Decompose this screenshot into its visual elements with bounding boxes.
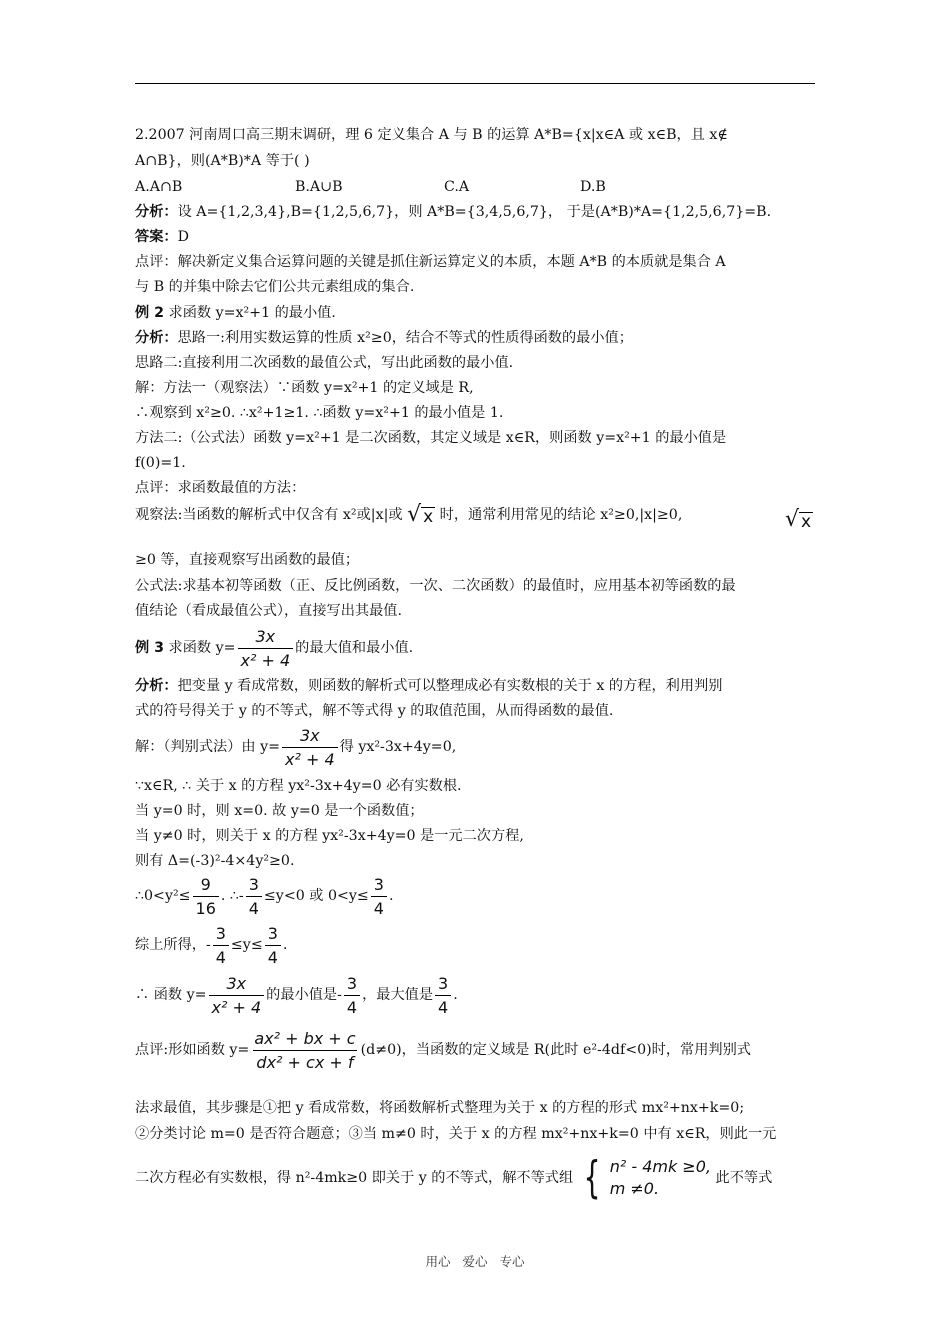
sqrt-x-formula: √ x [407, 502, 434, 527]
option-d: D.B [580, 179, 606, 195]
solution-3-line-4: 当 y≠0 时，则关于 x 的方程 yx²-3x+4y=0 是一元二次方程, [135, 828, 524, 844]
answer-label: 答案： [135, 229, 178, 245]
analysis-2-line-2: 思路二:直接利用二次函数的最值公式，写出此函数的最小值. [135, 355, 514, 371]
fraction-3-over-4: $\frac{3}{4}$ [435, 974, 451, 1017]
example-2-title [135, 303, 336, 323]
fraction-3-over-4: $\frac{3}{4}$ [371, 875, 387, 918]
comment-3-line-1: 点评:形如函数 y= $\frac{\text{ax² + bx + c}}{\text{dx² + cx + f}}$ (d≠0)，当函数的定义域是 R(此时 e²-4df<0)时，常用判别式 [135, 1028, 751, 1072]
inequality-system: { n² - 4mk ≥0, m ≠0. [583, 1152, 711, 1203]
analysis-2 [135, 328, 633, 348]
analysis-label: 分析： [135, 204, 178, 220]
solution-3-line-5: 则有 Δ=(-3)²-4×4y²≥0. [135, 853, 295, 869]
analysis-label: 分析： [135, 678, 178, 694]
solution-2-line-3: 方法二:（公式法）函数 y=x²+1 是二次函数，其定义域是 x∈R，则函数 y=x²+1 的最小值是 [135, 430, 727, 446]
fraction-3x-over-x2-plus-4: $\frac{3x}{\text{x² + 4}}$ [209, 974, 265, 1017]
solution-3-line-2: ∵x∈R, ∴ 关于 x 的方程 yx²-3x+4y=0 必有实数根. [135, 778, 462, 794]
solution-3-line-3: 当 y=0 时，则 x=0. 故 y=0 是一个函数值； [135, 803, 424, 819]
answer-value: D [177, 229, 189, 245]
example-3-label: 例 3 [135, 640, 164, 656]
solution-3-conclusion: ∴ 函数 y= $\frac{3x}{\text{x² + 4}}$ 的最小值是- $\frac{3}{4}$ ，最大值是 $\frac{3}{4}$ . [135, 973, 458, 1017]
header-rule [135, 83, 815, 84]
formula-method-line-1: 公式法:求基本初等函数（正、反比例函数，一次、二次函数）的最值时，应用基本初等函数的最 [135, 578, 736, 594]
option-c: C.A [444, 179, 470, 195]
fraction-3-over-4: $\frac{3}{4}$ [344, 974, 360, 1017]
analysis-label: 分析： [135, 330, 178, 346]
formula-method-line-2: 值结论（看成最值公式），直接写出其最值. [135, 603, 402, 619]
page-footer: 用心 爱心 专心 [425, 1254, 525, 1269]
comment-3-line-3: ②分类讨论 m=0 是否符合题意；③当 m≠0 时，关于 x 的方程 mx²+nx+k=0 中有 x∈R，则此一元 [135, 1126, 777, 1142]
fraction-general-quadratic: $\frac{\text{ax² + bx + c}}{\text{dx² + cx + f}}$ [254, 1028, 356, 1072]
sqrt-x-formula-2: √ x [785, 507, 812, 532]
solution-3-summary: 综上所得，- $\frac{3}{4}$ ≤y≤ $\frac{3}{4}$ . [135, 923, 288, 967]
comment-1-line-1: 点评：解决新定义集合运算问题的关键是抓住新运算定义的本质，本题 A*B 的本质就是集合 A [135, 254, 726, 270]
fraction-9-over-16: $\frac{9}{16}$ [193, 875, 219, 918]
observation-method-line-2: ≥0 等，直接观察写出函数的最值； [135, 552, 360, 568]
solution-3-line-6: ∴0<y²≤ $\frac{9}{16}$ . ∴- $\frac{3}{4}$ ≤y<0 或 0<y≤ $\frac{3}{4}$ . [135, 874, 394, 918]
observation-method-line: 观察法:当函数的解析式中仅含有 x²或|x|或 √ x 时，通常利用常见的结论 x²≥0,|x|≥0, [135, 502, 683, 527]
solution-2-line-4: f(0)=1. [135, 455, 186, 471]
fraction-3x-over-x2-plus-4: $\frac{3x}{\text{x² + 4}}$ [238, 627, 294, 670]
comment-1-line-2: 与 B 的并集中除去它们公共元素组成的集合. [135, 279, 415, 295]
answer-line [135, 227, 189, 247]
analysis-text: 把变量 y 看成常数，则函数的解析式可以整理成必有实数根的关于 x 的方程，利用判别 [177, 678, 723, 694]
problem-2-line-2: A∩B}，则(A*B)*A 等于( ) [135, 153, 310, 169]
fraction-3-over-4: $\frac{3}{4}$ [265, 924, 281, 967]
fraction-3x-over-x2-plus-4: $\frac{3x}{\text{x² + 4}}$ [282, 726, 338, 769]
solution-2-line-1: 解：方法一（观察法）∵函数 y=x²+1 的定义域是 R, [135, 380, 474, 396]
solution-2-line-2: ∴观察到 x²≥0. ∴x²+1≥1. ∴函数 y=x²+1 的最小值是 1. [135, 405, 504, 421]
analysis-text: 思路一:利用实数运算的性质 x²≥0，结合不等式的性质得函数的最小值； [177, 330, 633, 346]
problem-2-line-1: 2.2007 河南周口高三期末调研，理 6 定义集合 A 与 B 的运算 A*B={x|x∈A 或 x∈B，且 x∉ [135, 127, 728, 143]
comment-3-line-4: 二次方程必有实数根，得 n²-4mk≥0 即关于 y 的不等式，解不等式组 { n² - 4mk ≥0, m ≠0. 此不等式 [135, 1152, 773, 1203]
example-2-text: 求函数 y=x²+1 的最小值. [168, 305, 336, 321]
example-3-title: 例 3 求函数 y= $\frac{3x}{\text{x² + 4}}$ 的最大值和最小值. [135, 626, 414, 670]
solution-3-line-1: 解：（判别式法）由 y= $\frac{3x}{\text{x² + 4}}$ 得 yx²-3x+4y=0, [135, 725, 457, 769]
option-b: B.A∪B [295, 179, 343, 195]
analysis-1 [135, 202, 771, 222]
comment-3-line-2: 法求最值，其步骤是①把 y 看成常数，将函数解析式整理为关于 x 的方程的形式 mx²+nx+k=0; [135, 1100, 745, 1116]
option-a: A.A∩B [135, 179, 183, 195]
comment-2-title: 点评：求函数最值的方法： [135, 480, 306, 496]
fraction-3-over-4: $\frac{3}{4}$ [246, 875, 262, 918]
example-2-label: 例 2 [135, 305, 164, 321]
analysis-text: 设 A={1,2,3,4},B={1,2,5,6,7}，则 A*B={3,4,5,6,7}， 于是(A*B)*A={1,2,5,6,7}=B. [177, 204, 772, 220]
analysis-3 [135, 676, 722, 696]
fraction-3-over-4: $\frac{3}{4}$ [213, 924, 229, 967]
analysis-3-line-2: 式的符号得关于 y 的不等式，解不等式得 y 的取值范围，从而得函数的最值. [135, 703, 614, 719]
